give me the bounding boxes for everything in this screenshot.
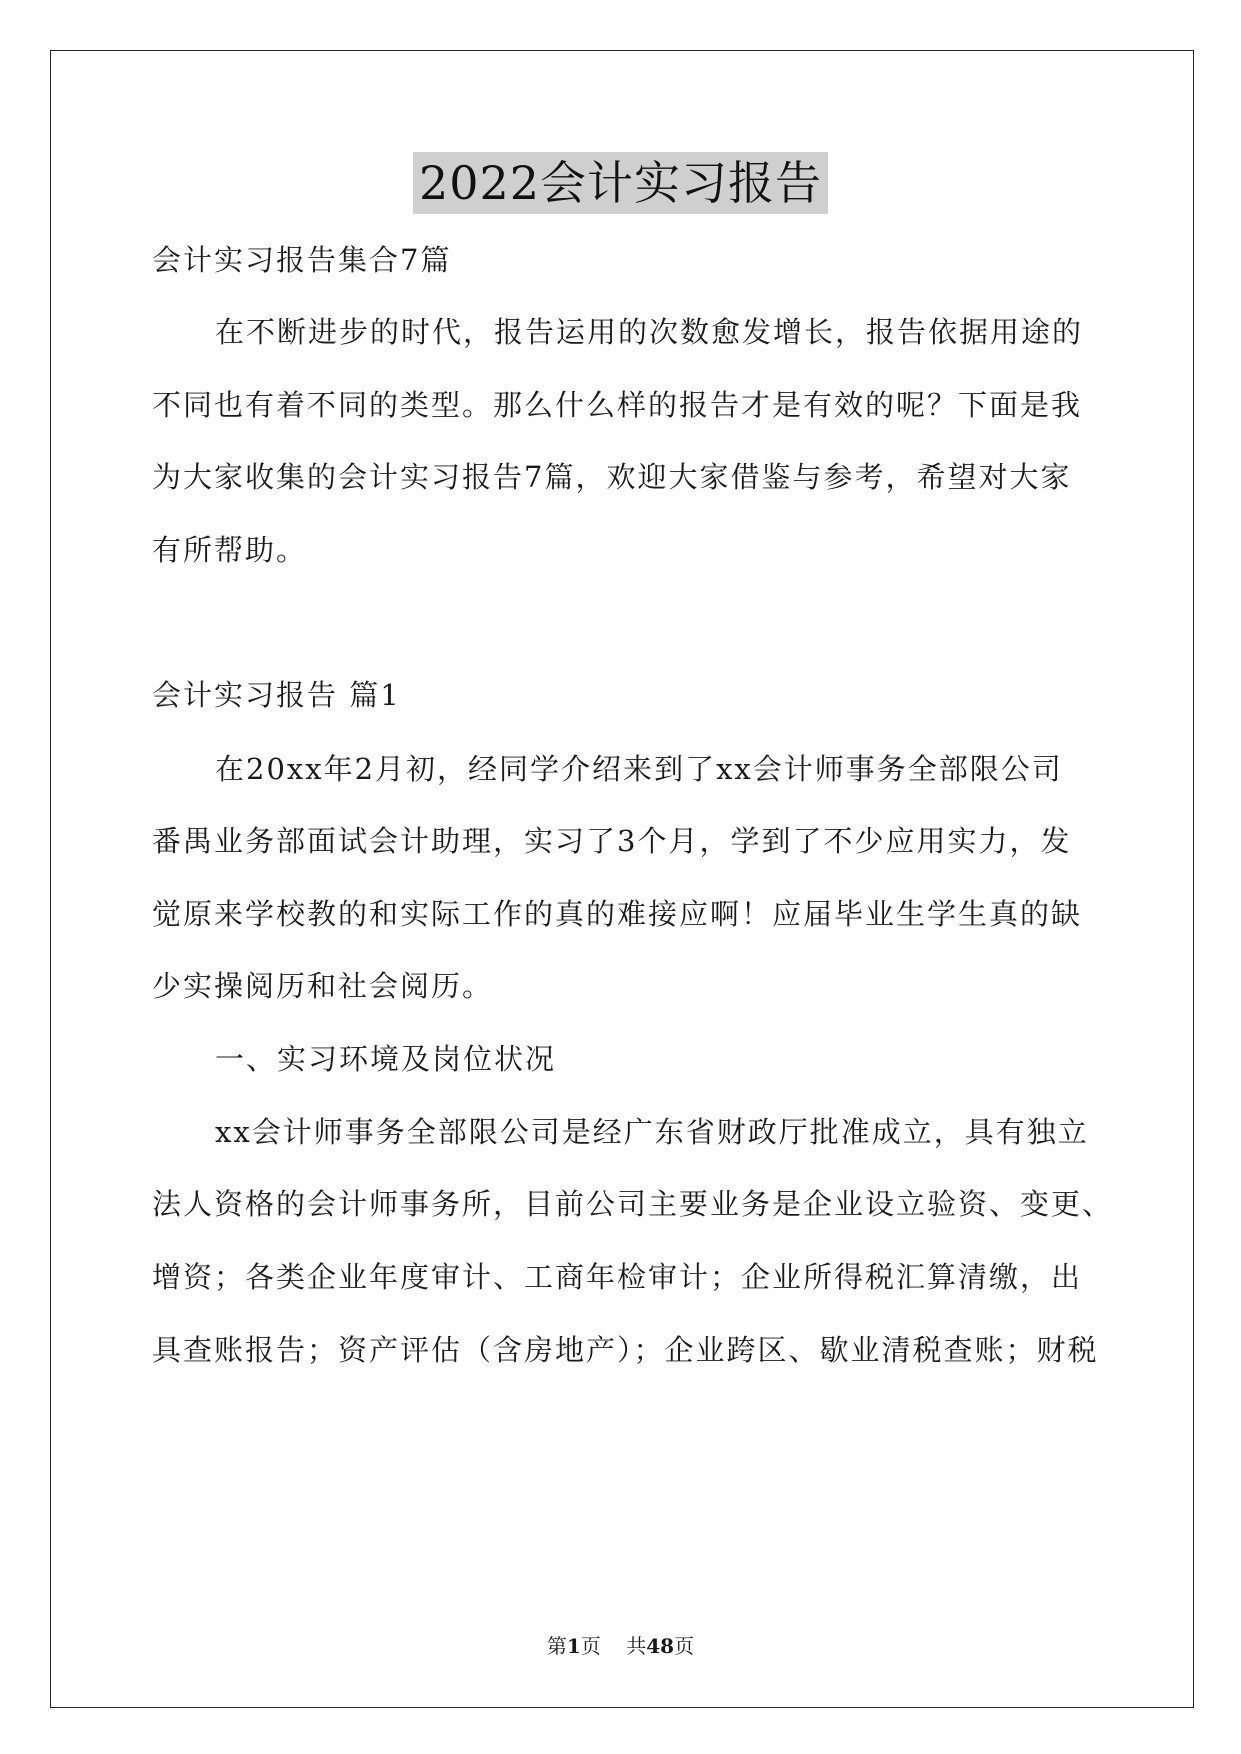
- paragraph-line: 法人资格的会计师事务所，目前公司主要业务是企业设立验资、变更、: [152, 1187, 1114, 1221]
- page-footer: [0, 1632, 1241, 1660]
- paragraph-line: 番禺业务部面试会计助理，实习了3个月，学到了不少应用实力，发: [152, 824, 1072, 858]
- document-title: 2022会计实习报告: [413, 152, 828, 214]
- subsection-heading: 一、实习环境及岗位状况: [215, 1042, 557, 1076]
- total-unit: 页: [674, 1634, 695, 1658]
- paragraph-line: 觉原来学校教的和实际工作的真的难接应啊！应届毕业生学生真的缺: [152, 897, 1083, 931]
- page-unit: 页: [580, 1634, 601, 1658]
- paragraph-line: 增资；各类企业年度审计、工商年检审计；企业所得税汇算清缴，出: [152, 1260, 1083, 1294]
- paragraph-line: 少实操阅历和社会阅历。: [152, 969, 494, 1003]
- section-heading: 会计实习报告 篇1: [152, 678, 401, 712]
- paragraph-line: 不同也有着不同的类型。那么什么样的报告才是有效的呢？下面是我: [152, 388, 1083, 422]
- total-prefix: 共: [626, 1634, 647, 1658]
- paragraph-line: 具查账报告；资产评估（含房地产）；企业跨区、歇业清税查账；财税: [152, 1333, 1099, 1367]
- page-number: 1: [566, 1634, 581, 1658]
- total-pages: 48: [646, 1634, 675, 1658]
- page-prefix: 第: [546, 1634, 567, 1658]
- subtitle-line: 会计实习报告集合7篇: [152, 243, 452, 277]
- paragraph-line: 为大家收集的会计实习报告7篇，欢迎大家借鉴与参考，希望对大家: [152, 460, 1072, 494]
- paragraph-line: 在不断进步的时代，报告运用的次数愈发增长，报告依据用途的: [215, 315, 1084, 349]
- paragraph-line: 在20xx年2月初，经同学介绍来到了xx会计师事务全部限公司: [215, 752, 1063, 786]
- title-container: [0, 152, 1241, 214]
- page-border: [50, 50, 1194, 1708]
- paragraph-line: xx会计师事务全部限公司是经广东省财政厅批准成立，具有独立: [215, 1115, 1089, 1149]
- paragraph-line: 有所帮助。: [152, 533, 308, 567]
